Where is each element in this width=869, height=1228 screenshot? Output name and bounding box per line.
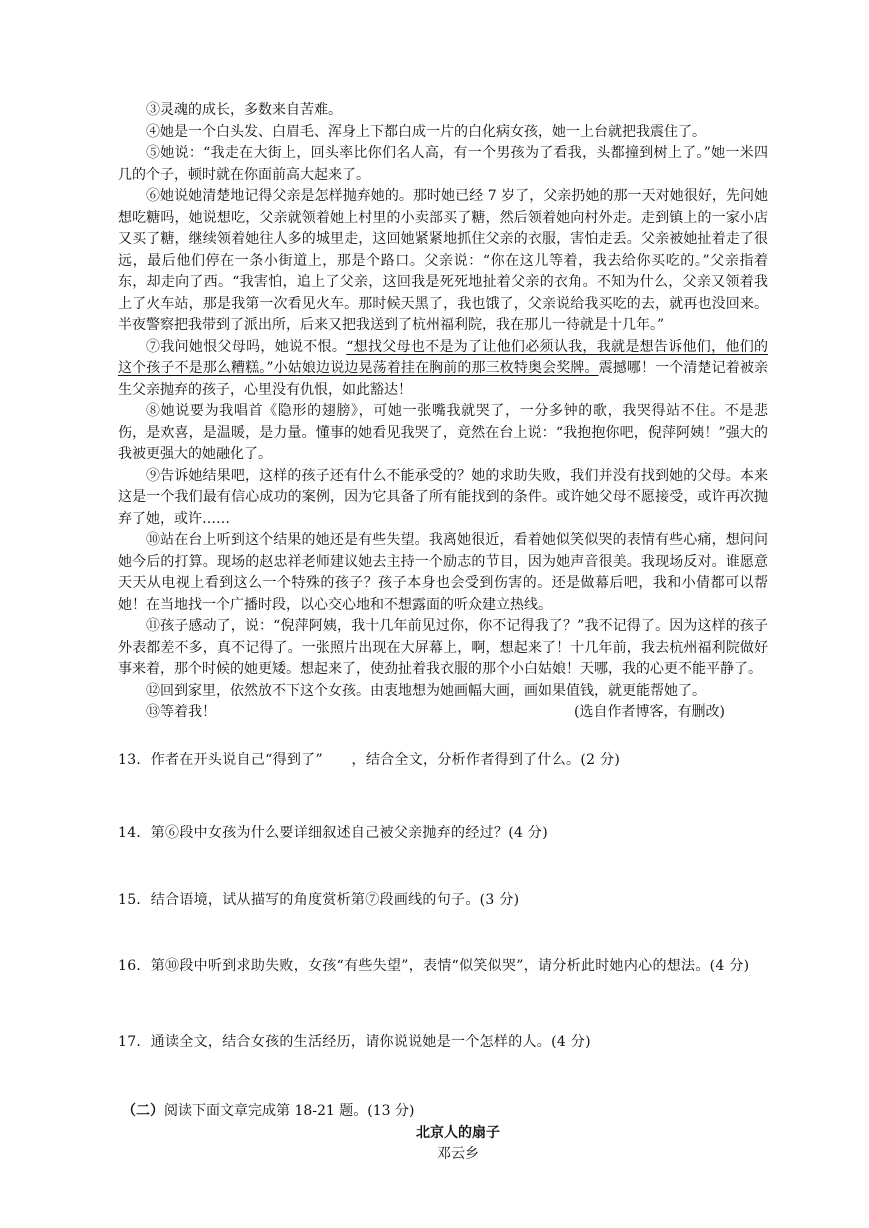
paragraph-4: ④她是一个白头发、白眉毛、浑身上下都白成一片的白化病女孩，她一上台就把我震住了。 <box>146 123 706 140</box>
section-2-heading <box>122 1101 768 1123</box>
question-14: 14．第⑥段中女孩为什么要详细叙述自己被父亲抛弃的经过？(4 分) <box>118 825 548 841</box>
paragraph-7 <box>118 337 768 402</box>
paragraph-13: ⑬等着我！ <box>146 704 216 720</box>
paragraph-8: ⑧她说要为我唱首《隐形的翅膀》，可她一张嘴我就哭了，一分多钟的歌，我哭得站不住。不是悲伤，是欢喜，是温暖，是力量。懂事的她看见我哭了，竟然在台上说：“我抱抱你吧，倪萍阿姨！”强大的我被更强大的她融化了。 <box>118 403 768 462</box>
paragraph-13-row <box>118 702 768 724</box>
question-15: 15．结合语境，试从描写的角度赏析第⑦段画线的句子。(3 分) <box>118 891 520 908</box>
question-16: 16．第⑩段中听到求助失败，女孩“有些失望”，表情“似笑似哭”，请分析此时她内心的想法。(4 分) <box>118 958 750 974</box>
paragraph-12: ⑫回到家里，依然放不下这个女孩。由衷地想为她画幅大画，画如果值钱，就更能帮她了。 <box>146 682 706 699</box>
paragraph-3: ③灵魂的成长，多数来自苦难。 <box>146 102 342 118</box>
question-13: 13．作者在开头说自己“得到了” ，结合全文，分析作者得到了什么。(2 分) <box>118 751 621 768</box>
article-title: 北京人的扇子 <box>416 1124 500 1141</box>
source-note: (选自作者博客，有删改) <box>574 704 725 720</box>
paragraph-5: ⑤她说：“我走在大街上，回头率比你们名人高，有一个男孩为了看我，头都撞到树上了。”她一米四几的个子，顿时就在你面前高大起来了。 <box>118 145 768 183</box>
paragraph-7-intro: ⑦我问她恨父母吗，她说不恨。 <box>146 338 347 355</box>
section-2-label: （二） <box>122 1103 164 1119</box>
paragraph-6: ⑥她说她清楚地记得父亲是怎样抛弃她的。那时她已经 7 岁了，父亲扔她的那一天对她很好，先问她想吃糖吗，她说想吃，父亲就领着她上村里的小卖部买了糖，然后领着她向村外走。走到镇上的一家小店又买了糖，继续领着她往人多的城里走，这回她紧紧地抓住父亲的衣服，害怕走丢。父亲被她扯着走了很远，最后他们停在一条小街道上，那是个路口。父亲说：“你在这儿等着，我去给你买吃的。”父亲指着东，却走向了西。“我害怕，追上了父亲，这回我是死死地扯着父亲的衣角。不知为什么，父亲又领着我上了火车站，那是我第一次看见火车。那时候天黑了，我也饿了，父亲说给我买吃的去，就再也没回来。半夜警察把我带到了派出所，后来又把我送到了杭州福利院，我在那儿一待就是十几年。” <box>118 188 768 333</box>
paragraph-7-end: 震撼哪！一个清楚记着被亲生父亲抛弃的孩子，心里没有仇恨，如此豁达！ <box>118 360 769 398</box>
underlined-sentence: “想找父母也不是为了让他们必须认我，我就是想告诉他们，他们的这个孩子不是那么糟糕。”小姑娘边说边晃荡着挂在胸前的那三枚特奥会奖牌。 <box>118 338 769 376</box>
article-author: 邓云乡 <box>437 1145 479 1162</box>
question-17: 17．通读全文，结合女孩的生活经历，请你说说她是一个怎样的人。(4 分) <box>118 1033 591 1050</box>
paragraph-10: ⑩站在台上听到这个结果的她还是有些失望。我离她很近，看着她似笑似哭的表情有些心痛，想问问她今后的打算。现场的赵忠祥老师建议她去主持一个励志的节目，因为她声音很美。我现场反对。谁愿意天天从电视上看到这么一个特殊的孩子？孩子本身也会受到伤害的。还是做幕后吧，我和小倩都可以帮她！在当地找一个广播时段，以心交心地和不想露面的听众建立热线。 <box>118 532 768 613</box>
section-2-instruction: 阅读下面文章完成第 18-21 题。(13 分) <box>164 1103 415 1119</box>
paragraph-11: ⑪孩子感动了，说：“倪萍阿姨，我十几年前见过你，你不记得我了？”我不记得了。因为这样的孩子外表都差不多，真不记得了。一张照片出现在大屏幕上，啊，想起来了！十几年前，我去杭州福利院做好事来着，那个时候的她更矮。想起来了，使劲扯着我衣服的那个小白姑娘！天哪，我的心更不能平静了。 <box>118 618 768 677</box>
paragraph-9: ⑨告诉她结果吧，这样的孩子还有什么不能承受的？她的求助失败，我们并没有找到她的父母。本来这是一个我们最有信心成功的案例，因为它具备了所有能找到的条件。或许她父母不愿接受，或许再次抛弃了她，或许…… <box>118 467 768 527</box>
exam-page <box>118 100 768 1164</box>
